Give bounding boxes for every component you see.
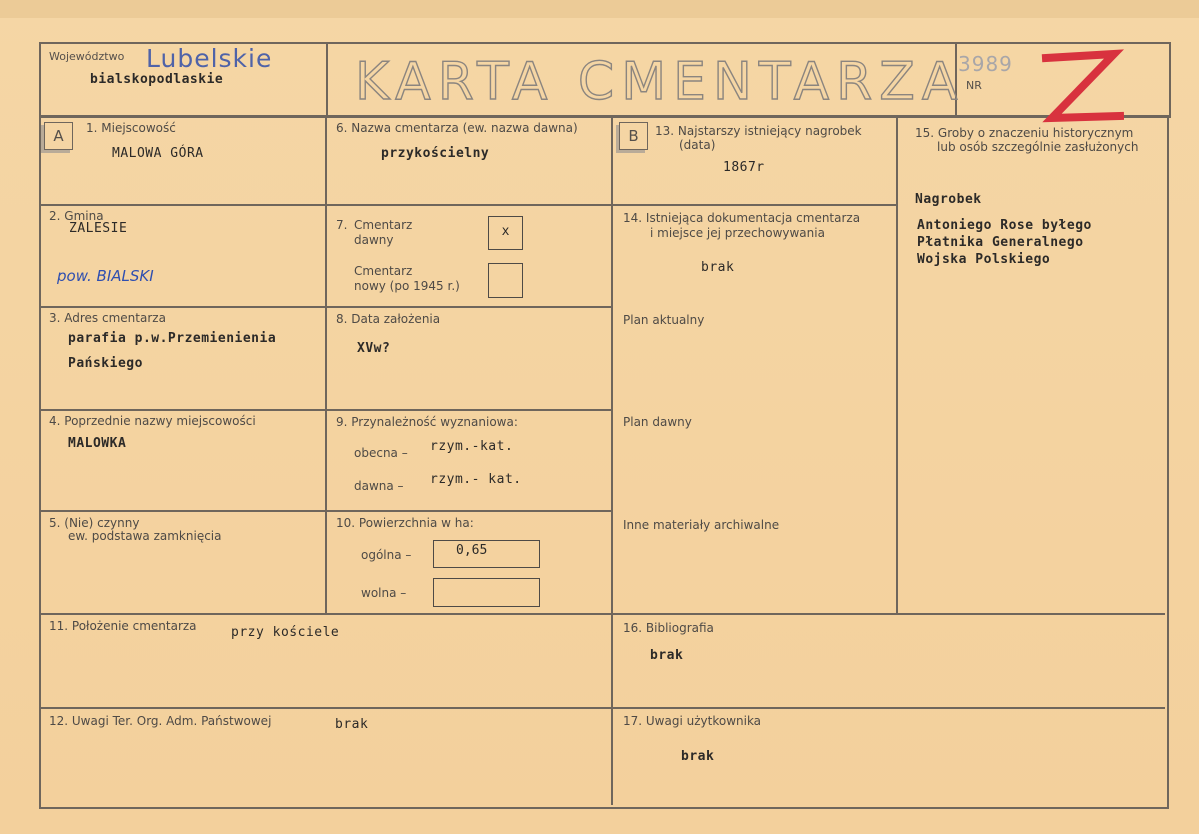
field-7-number: 7. (336, 218, 348, 232)
field-4-value: MALOWKA (68, 436, 127, 451)
field-1-label: 1. Miejscowość (86, 121, 176, 135)
voivodeship-typed: bialskopodlaskie (90, 72, 224, 87)
section-a-badge: A (44, 122, 73, 150)
card-title: KARTA CMENTARZA (355, 52, 965, 112)
column-line-1 (325, 117, 327, 614)
field-9-former-label: dawna – (354, 479, 404, 493)
field-15-value-line1: Nagrobek (915, 192, 982, 207)
field-8-label: 8. Data założenia (336, 312, 441, 326)
field-14-value: brak (701, 260, 735, 275)
field-16-value: brak (650, 648, 684, 663)
voivodeship-label: Województwo (49, 50, 125, 63)
field-10-label: 10. Powierzchnia w ha: (336, 516, 474, 530)
field-6-label: 6. Nazwa cmentarza (ew. nazwa dawna) (336, 121, 578, 135)
field-3-value-line1: parafia p.w.Przemienienia (68, 331, 277, 346)
field-7-new-label: Cmentarz (354, 264, 413, 278)
field-14-label: 14. Istniejąca dokumentacja cmentarza (623, 211, 861, 225)
field-13-label: 13. Najstarszy istniejący nagrobek (655, 124, 862, 138)
field-5-label: 5. (Nie) czynny (49, 516, 140, 530)
voivodeship-stamp: Lubelskie (146, 44, 273, 73)
field-2-label: 2. Gmina (49, 209, 104, 223)
header-divider-left (326, 44, 328, 115)
field-5-sublabel: ew. podstawa zamknięcia (68, 529, 222, 543)
field-8-value: XVw? (357, 341, 391, 356)
field-13-value: 1867r (723, 160, 765, 175)
field-7-new-checkbox[interactable] (488, 263, 523, 298)
field-12-value: brak (335, 717, 369, 732)
field-7-new-sublabel: nowy (po 1945 r.) (354, 279, 460, 293)
row-line-b1 (613, 204, 896, 206)
field-11-label: 11. Położenie cmentarza (49, 619, 197, 633)
field-13-sublabel: (data) (679, 138, 716, 152)
field-12-label: 12. Uwagi Ter. Org. Adm. Państwowej (49, 714, 272, 728)
field-10-total-box[interactable] (433, 540, 540, 568)
plan-current-label: Plan aktualny (623, 313, 705, 327)
field-16-label: 16. Bibliografia (623, 621, 714, 635)
field-9-current-label: obecna – (354, 446, 408, 460)
field-7-old-label: Cmentarz (354, 218, 413, 232)
field-17-label: 17. Uwagi użytkownika (623, 714, 762, 728)
field-9-label: 9. Przynależność wyznaniowa: (336, 415, 518, 429)
plan-old-label: Plan dawny (623, 415, 692, 429)
row-line-a1 (41, 204, 611, 206)
field-15-label: 15. Groby o znaczeniu historycznym (915, 126, 1134, 140)
field-4-label: 4. Poprzednie nazwy miejscowości (49, 414, 256, 428)
row-line-a4 (41, 510, 611, 512)
record-number-handwritten: 3989 (958, 52, 1013, 76)
field-15-sublabel: lub osób szczególnie zasłużonych (937, 140, 1139, 154)
row-line-full-2 (41, 707, 1165, 709)
card-top-edge (0, 0, 1199, 18)
record-number-label: NR (966, 79, 982, 92)
field-6-value: przykościelny (381, 146, 490, 161)
field-9-former-value: rzym.- kat. (430, 472, 522, 487)
field-17-value: brak (681, 749, 715, 764)
row-line-full-1 (41, 613, 1165, 615)
field-3-label: 3. Adres cmentarza (49, 311, 166, 325)
field-10-free-label: wolna – (361, 586, 407, 600)
field-7-old-checkmark: x (501, 224, 510, 239)
field-3-value-line2: Pańskiego (68, 356, 143, 371)
field-10-free-box[interactable] (433, 578, 540, 607)
field-15-value-line2: Antoniego Rose byłego (917, 218, 1092, 233)
column-line-3 (896, 117, 898, 614)
field-15-value-line3: Płatnika Generalnego (917, 235, 1084, 250)
field-11-value: przy kościele (231, 625, 340, 640)
field-10-total-value: 0,65 (456, 543, 488, 558)
field-1-value: MALOWA GÓRA (112, 146, 204, 161)
other-archival-label: Inne materiały archiwalne (623, 518, 780, 532)
field-10-total-label: ogólna – (361, 548, 412, 562)
field-7-old-checkbox[interactable] (488, 216, 523, 250)
field-9-current-value: rzym.-kat. (430, 439, 514, 454)
field-2-value: ZALESIE (69, 221, 128, 236)
column-line-2 (611, 117, 613, 805)
section-b-badge: B (619, 122, 648, 150)
field-15-value-line4: Wojska Polskiego (917, 252, 1051, 267)
category-z-mark (1040, 48, 1124, 128)
field-7-old-sublabel: dawny (354, 233, 394, 247)
row-line-a3 (41, 409, 611, 411)
field-2-handwritten-county: pow. BIALSKI (57, 267, 154, 285)
field-14-sublabel: i miejsce jej przechowywania (650, 226, 825, 240)
row-line-a2 (41, 306, 611, 308)
